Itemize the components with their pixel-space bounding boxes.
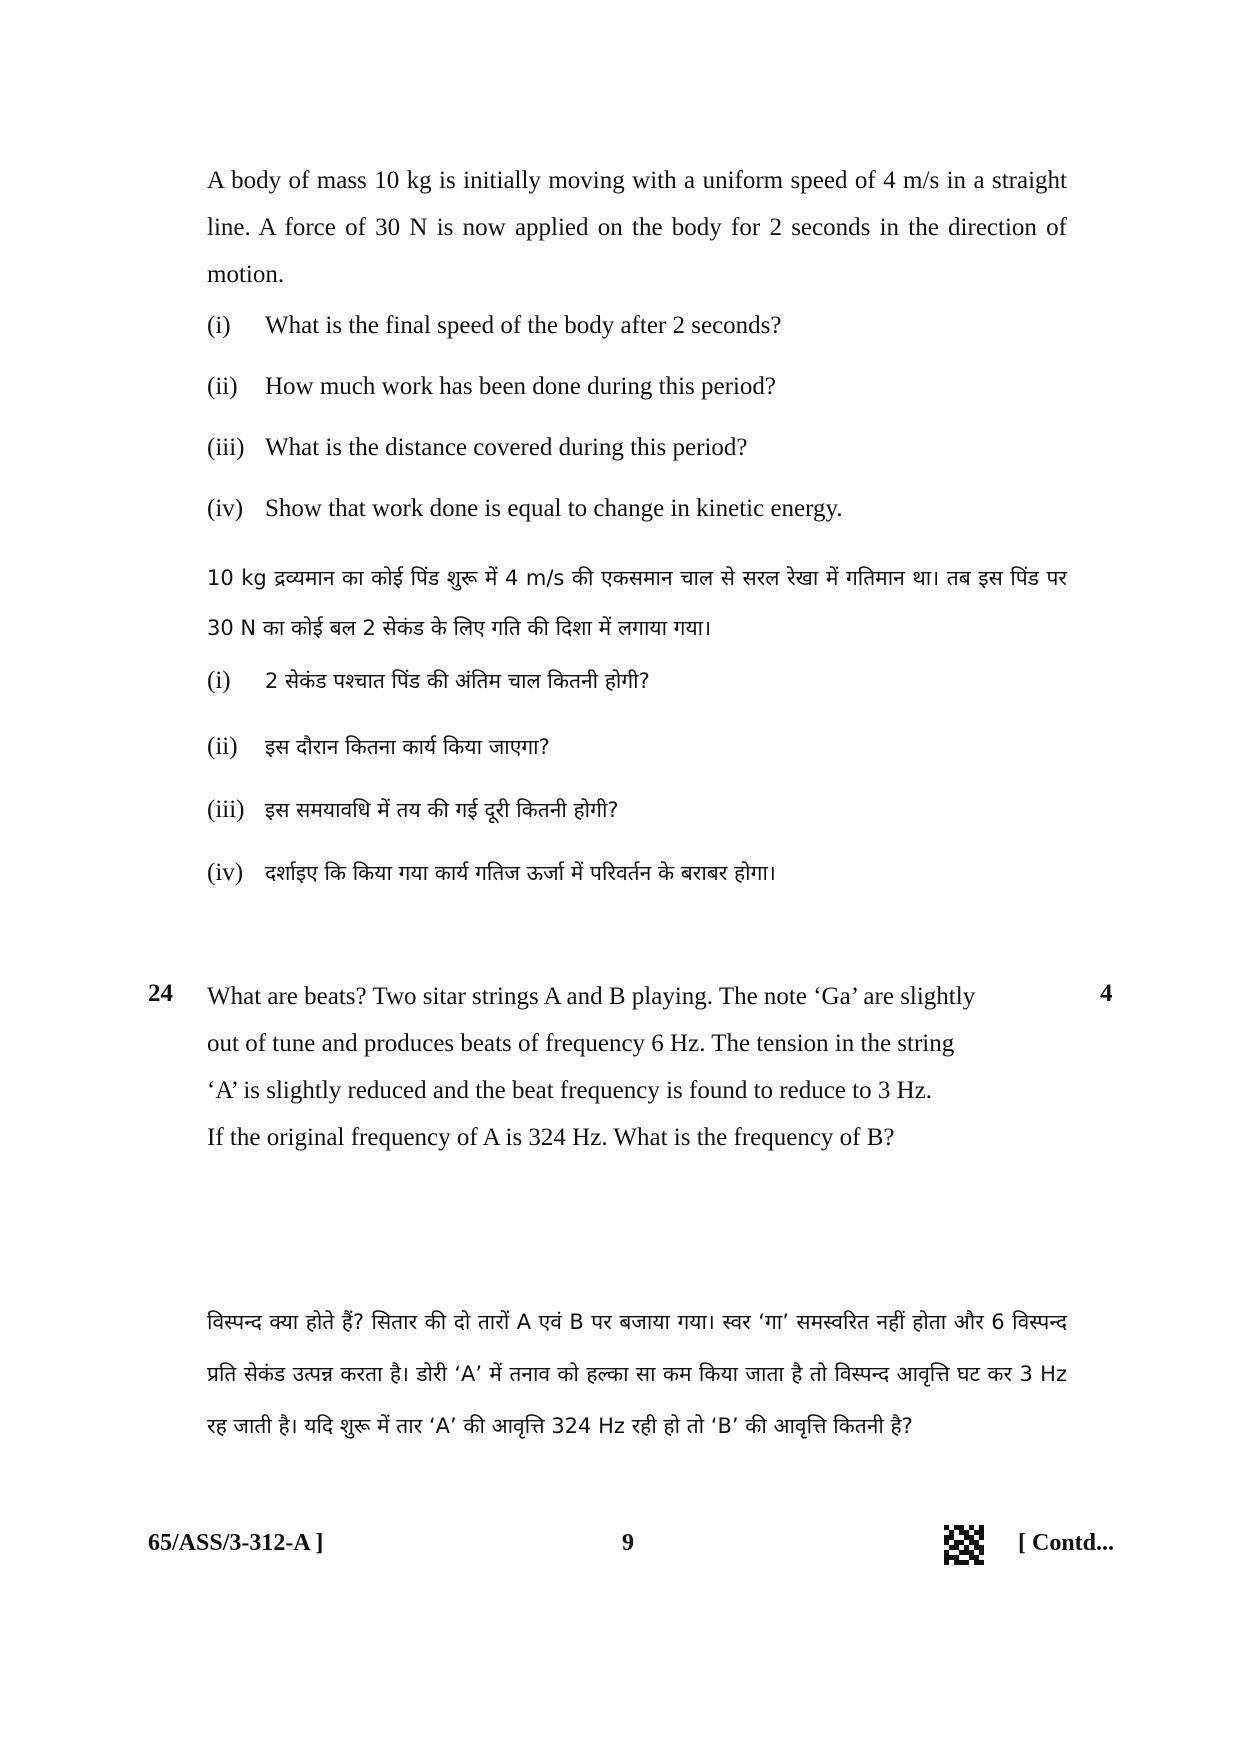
q23-hindi-part-ii: [207, 727, 1067, 767]
q24-english-line: out of tune and produces beats of frequency 6 Hz. The tension in the string: [207, 1030, 955, 1057]
part-number: (iii): [207, 796, 245, 823]
q24-english-line: If the original frequency of A is 324 Hz. What is the frequency of B?: [207, 1124, 895, 1151]
part-number: (ii): [207, 373, 238, 400]
continued-label: [ Contd...: [1018, 1530, 1115, 1556]
q23-english-part-iii: [207, 428, 1067, 468]
part-text: दर्शाइए कि किया गया कार्य गतिज ऊर्जा में परिवर्तन के बराबर होगा।: [265, 861, 776, 885]
part-text: 2 सेकंड पश्चात पिंड की अंतिम चाल कितनी होगी?: [265, 669, 650, 693]
q24-english-line: What are beats? Two sitar strings A and B playing. The note ‘Ga’ are slightly: [207, 983, 976, 1010]
part-number: (ii): [207, 733, 238, 760]
page-number: 9: [622, 1530, 634, 1556]
part-text: इस समयावधि में तय की गई दूरी कितनी होगी?: [265, 798, 619, 822]
paper-code: 65/ASS/3-312-A ]: [148, 1530, 324, 1556]
part-number: (i): [207, 312, 231, 339]
part-text: इस दौरान कितना कार्य किया जाएगा?: [265, 735, 550, 759]
part-text: What is the final speed of the body after 2 seconds?: [265, 312, 782, 339]
qr-code-icon: [944, 1525, 984, 1565]
part-text: What is the distance covered during this period?: [265, 434, 748, 461]
q24-hindi-text: विस्पन्द क्या होते हैं? सितार की दो तारों A एवं B पर बजाया गया। स्वर ‘गा’ समस्वरित नहीं होता और 6 विस्पन्द प्रति सेकंड उत्पन्न करता है। डोरी ‘A’ में तनाव को हल्का सा कम किया जाता है तो विस्पन्द आवृत्ति घट कर 3 Hz रह जाती है। यदि शुरू में तार ‘A’ की आवृत्ति 324 Hz रही हो तो ‘B’ की आवृत्ति कितनी है?: [207, 1310, 1067, 1438]
q23-hindi-part-iii: [207, 790, 1067, 830]
part-text: How much work has been done during this period?: [265, 373, 776, 400]
q23-hindi-part-iv: [207, 853, 1067, 893]
q23-english-part-ii: [207, 367, 1067, 407]
q24-english-text: [207, 973, 1087, 1161]
part-number: (iv): [207, 859, 244, 886]
q23-hindi-part-i: [207, 661, 1067, 701]
question-number: 24: [148, 980, 173, 1007]
q23-hindi-intro: 10 kg द्रव्यमान का कोई पिंड शुरू में 4 m/s की एकसमान चाल से सरल रेखा में गतिमान था। तब इस पिंड पर 30 N का कोई बल 2 सेकंड के लिए गति की दिशा में लगाया गया।: [207, 566, 1067, 640]
part-number: (iii): [207, 434, 245, 461]
q23-english-part-iv: [207, 489, 1067, 529]
q23-english-part-i: [207, 306, 1067, 346]
part-number: (iv): [207, 495, 244, 522]
question-marks: 4: [1100, 980, 1113, 1007]
q24-english-line: ‘A’ is slightly reduced and the beat frequency is found to reduce to 3 Hz.: [207, 1077, 932, 1104]
part-text: Show that work done is equal to change in kinetic energy.: [265, 495, 843, 522]
part-number: (i): [207, 667, 231, 694]
q23-english-intro: A body of mass 10 kg is initially moving with a uniform speed of 4 m/s in a straight line. A force of 30 N is now applied on the body for 2 seconds in the direction of motion.: [207, 167, 1067, 288]
